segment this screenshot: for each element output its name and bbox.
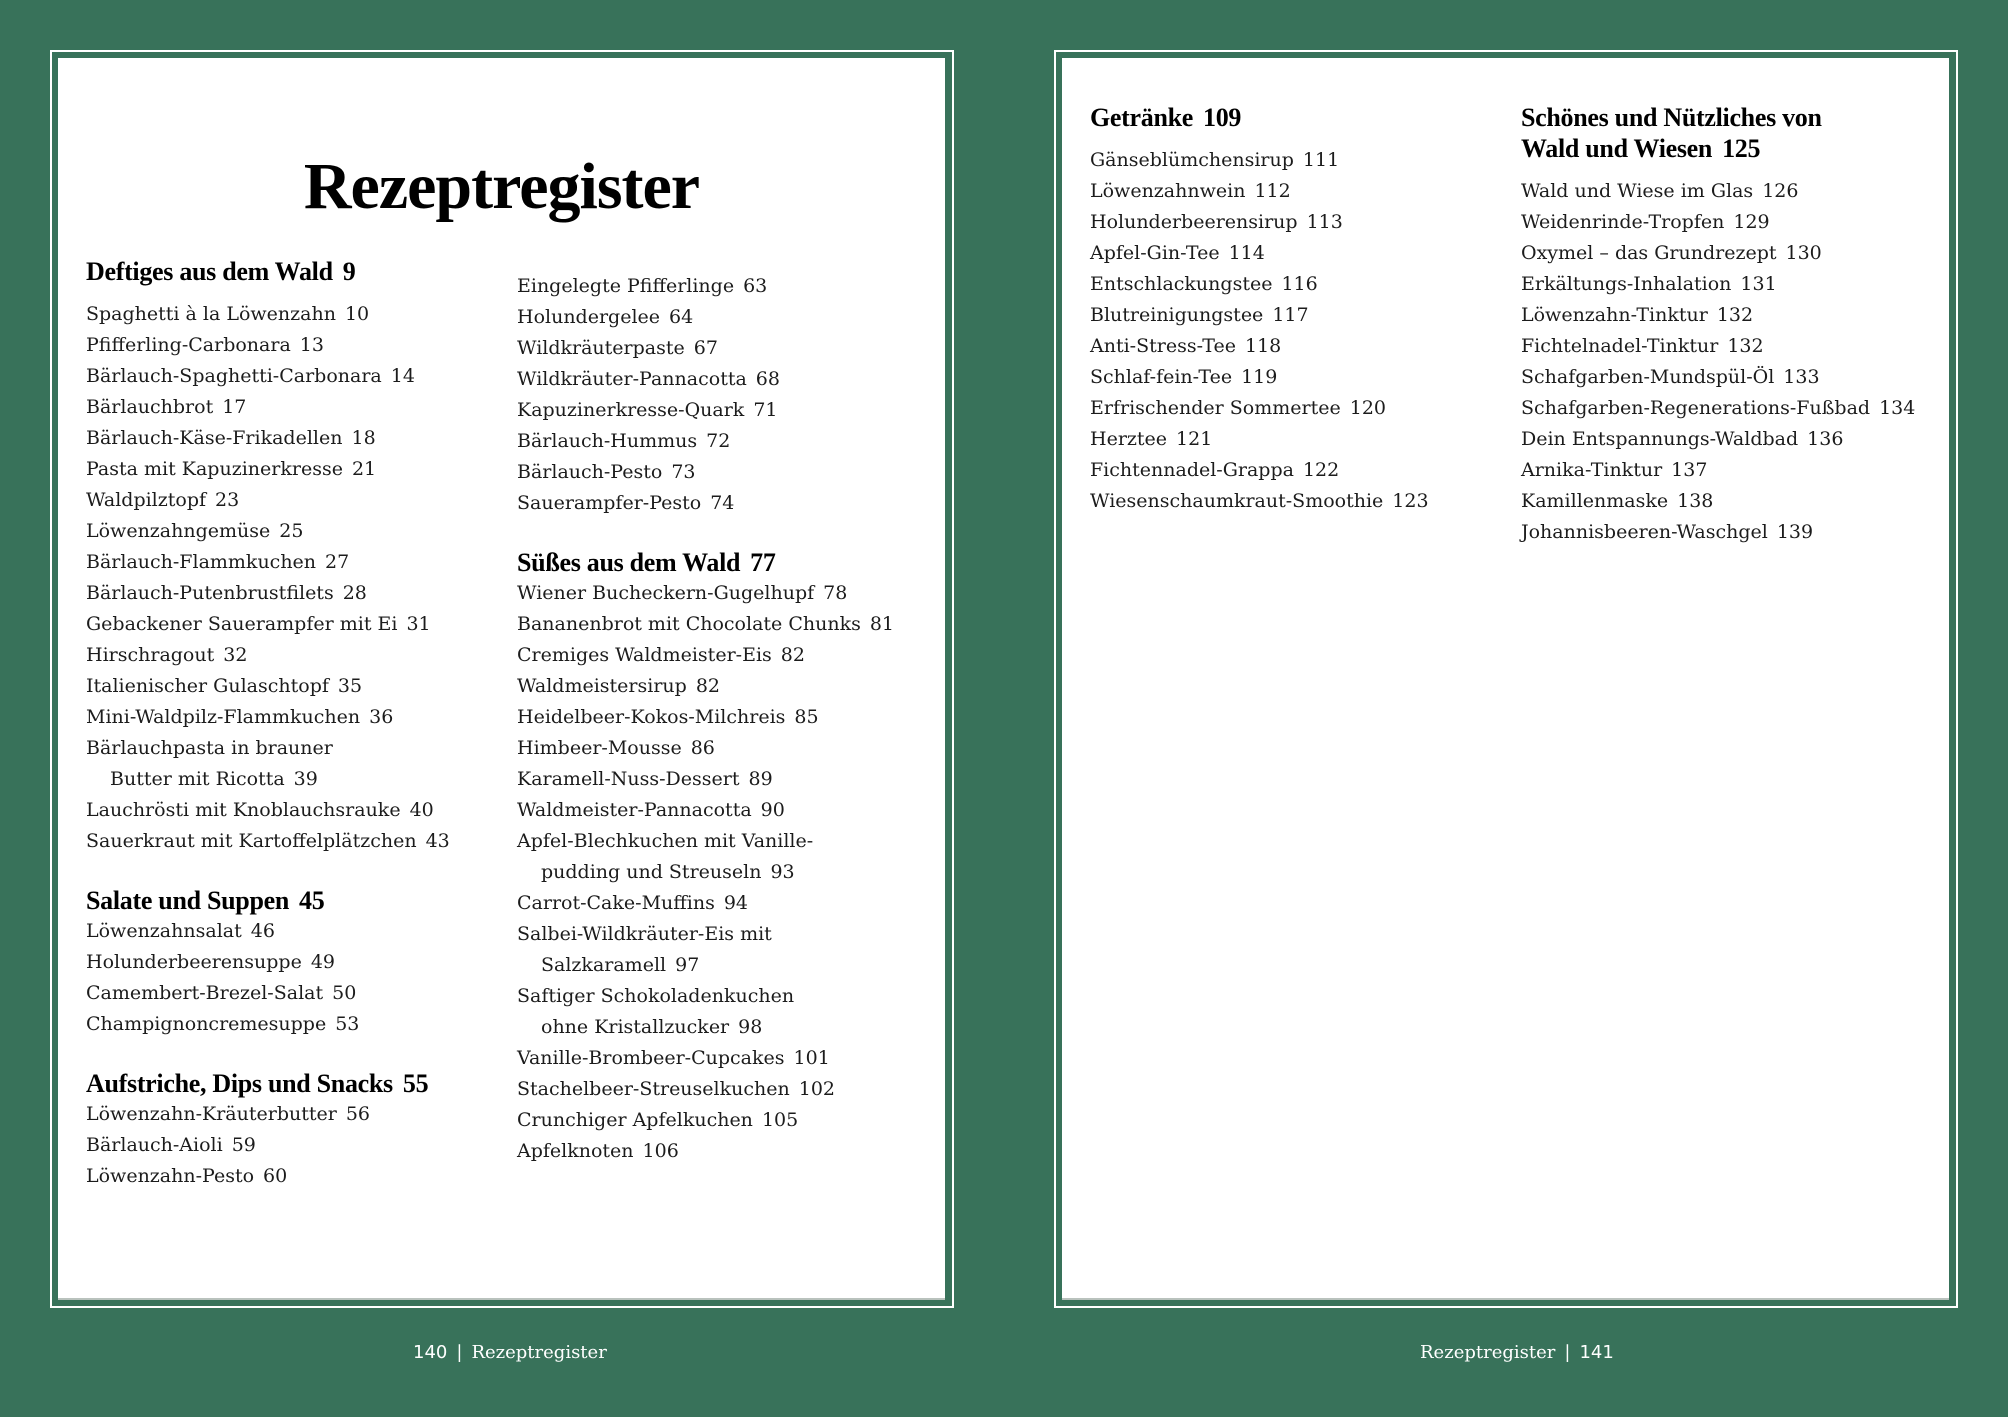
section-title: Süßes aus dem Wald — [517, 548, 741, 577]
entry-continuation — [517, 950, 894, 981]
entry-page: 112 — [1254, 180, 1291, 202]
entry-name: Pasta mit Kapuzinerkresse — [86, 458, 343, 480]
entry-page: 119 — [1241, 366, 1278, 388]
entry-name: Italienischer Gulaschtopf — [86, 675, 329, 697]
entry-page: 18 — [351, 427, 376, 449]
entry-name: Bärlauch-Hummus — [517, 430, 698, 452]
entry-name: Lauchrösti mit Knoblauchsrauke — [86, 799, 401, 821]
entry-name: Fichtennadel-Grappa — [1090, 459, 1294, 481]
section-page: 109 — [1203, 103, 1242, 132]
entry-page: 10 — [344, 303, 370, 325]
entry-page: 56 — [345, 1103, 371, 1125]
index-entry — [86, 516, 450, 547]
entry-name: Camembert-Brezel-Salat — [86, 982, 324, 1004]
index-entry — [517, 1136, 894, 1167]
index-entry — [517, 488, 894, 519]
index-entry — [1521, 486, 1915, 517]
entry-page: 94 — [723, 892, 749, 914]
entry-name: Erkältungs-Inhalation — [1521, 273, 1732, 295]
left-column-1 — [86, 256, 450, 1192]
index-entry — [86, 454, 450, 485]
entry-name: Wiesenschaumkraut-Smoothie — [1090, 490, 1384, 512]
entry-name: Carrot-Cake-Muffins — [517, 892, 715, 914]
entry-page: 105 — [761, 1109, 799, 1131]
entry-name: Blutreinigungstee — [1090, 304, 1264, 326]
index-entry — [517, 702, 894, 733]
footer-separator: | — [1564, 1342, 1571, 1363]
entry-page: 49 — [310, 951, 336, 973]
entry-page: 71 — [753, 399, 778, 421]
entry-name: Löwenzahnsalat — [86, 920, 242, 942]
index-entry — [86, 640, 450, 671]
entry-name: Holunderbeerensirup — [1090, 211, 1298, 233]
index-entry — [1521, 269, 1915, 300]
page-title: Rezeptregister — [303, 150, 700, 223]
footer-label: Rezeptregister — [1420, 1342, 1556, 1363]
index-entry — [517, 640, 894, 671]
index-entry — [517, 671, 894, 702]
index-entry — [86, 1099, 450, 1130]
section-page: 125 — [1722, 134, 1761, 163]
entry-name: Löwenzahn-Kräuterbutter — [86, 1103, 337, 1125]
entry-continuation-text: ohne Kristallzucker — [541, 1016, 730, 1038]
index-entry — [86, 392, 450, 423]
entry-page: 25 — [279, 520, 304, 542]
entry-continuation-text: pudding und Streuseln — [541, 861, 762, 883]
index-entry — [86, 795, 450, 826]
index-entry — [517, 1043, 894, 1074]
index-entry — [1521, 362, 1915, 393]
entry-name: Arnika-Tinktur — [1521, 459, 1663, 481]
section-page: 55 — [402, 1069, 429, 1098]
entry-page: 64 — [669, 306, 694, 328]
entry-page: 131 — [1740, 273, 1777, 295]
entry-name: Mini-Waldpilz-Flammkuchen — [86, 706, 361, 728]
section-heading — [1521, 102, 1915, 164]
entry-page: 129 — [1733, 211, 1770, 233]
index-entry — [86, 916, 450, 947]
entry-name: Wildkräuter-Pannacotta — [517, 368, 747, 390]
right-page — [1062, 58, 1949, 1300]
index-entry — [1090, 145, 1429, 176]
entry-page: 138 — [1677, 490, 1714, 512]
entry-name: Entschlackungstee — [1090, 273, 1273, 295]
entry-name: Heidelbeer-Kokos-Milchreis — [517, 706, 786, 728]
entry-name: Hirschragout — [86, 644, 215, 666]
entry-name: Champignoncremesuppe — [86, 1013, 327, 1035]
index-entry — [86, 485, 450, 516]
entry-page: 78 — [823, 582, 848, 604]
index-entry — [86, 299, 450, 330]
page-number: 140 — [413, 1342, 448, 1363]
entry-page: 86 — [690, 737, 715, 759]
entry-name: Waldmeister-Pannacotta — [517, 799, 752, 821]
entry-page: 90 — [760, 799, 785, 821]
entry-name: Sauerampfer-Pesto — [517, 492, 702, 514]
index-entry — [517, 302, 894, 333]
index-entry — [1090, 269, 1429, 300]
entry-page: 13 — [299, 334, 324, 356]
index-entry — [86, 947, 450, 978]
entry-name: Salbei-Wildkräuter-Eis mit — [517, 923, 772, 945]
entry-page: 28 — [342, 582, 367, 604]
entry-name: Bärlauchbrot — [86, 396, 214, 418]
entry-name: Johannisbeeren-Waschgel — [1521, 521, 1768, 543]
page-number: 141 — [1579, 1342, 1614, 1363]
entry-page: 73 — [671, 461, 696, 483]
section-heading — [1090, 102, 1429, 133]
entry-page: 81 — [869, 613, 895, 635]
entry-name: Waldpilztopf — [86, 489, 207, 511]
index-entry — [1521, 393, 1915, 424]
entry-name: Schafgarben-Mundspül-Öl — [1521, 366, 1775, 388]
entry-page: 36 — [369, 706, 394, 728]
entry-continuation — [86, 764, 450, 795]
entry-name: Stachelbeer-Streuselkuchen — [517, 1078, 790, 1100]
entry-page: 50 — [332, 982, 357, 1004]
entry-name: Holunderbeerensuppe — [86, 951, 302, 973]
entry-name: Schafgarben-Regenerations-Fußbad — [1521, 397, 1871, 419]
right-column-1 — [1090, 102, 1429, 517]
index-entry — [86, 423, 450, 454]
entry-name: Löwenzahngemüse — [86, 520, 271, 542]
entry-name: Herztee — [1090, 428, 1168, 450]
section-title: Getränke — [1090, 103, 1194, 132]
entry-page: 132 — [1727, 335, 1764, 357]
entry-page: 97 — [675, 954, 700, 976]
entry-page: 93 — [770, 861, 795, 883]
entry-page: 114 — [1228, 242, 1265, 264]
entry-page: 117 — [1272, 304, 1309, 326]
entry-page: 139 — [1776, 521, 1814, 543]
entry-page: 89 — [748, 768, 773, 790]
entry-name: Anti-Stress-Tee — [1090, 335, 1236, 357]
entry-page: 39 — [293, 768, 318, 790]
entry-page: 126 — [1762, 180, 1799, 202]
index-entry — [517, 733, 894, 764]
index-entry — [1090, 176, 1429, 207]
entry-name: Sauerkraut mit Kartoffelplätzchen — [86, 830, 417, 852]
entry-name: Erfrischender Sommertee — [1090, 397, 1341, 419]
section-title: Wald und Wiesen — [1521, 134, 1713, 163]
entry-name: Löwenzahn-Tinktur — [1521, 304, 1708, 326]
index-entry — [1090, 207, 1429, 238]
entry-name: Bärlauch-Spaghetti-Carbonara — [86, 365, 382, 387]
entry-page: 132 — [1716, 304, 1754, 326]
index-entry — [86, 733, 450, 795]
index-entry — [1521, 207, 1915, 238]
section-page: 45 — [299, 886, 325, 915]
entry-name: Bärlauch-Käse-Frikadellen — [86, 427, 343, 449]
entry-page: 101 — [793, 1047, 830, 1069]
entry-name: Schlaf-fein-Tee — [1090, 366, 1233, 388]
entry-name: Kapuzinerkresse-Quark — [517, 399, 745, 421]
entry-page: 137 — [1671, 459, 1708, 481]
index-entry — [86, 1009, 450, 1040]
entry-page: 27 — [325, 551, 350, 573]
entry-page: 68 — [755, 368, 780, 390]
entry-page: 17 — [222, 396, 247, 418]
section-title-line1: Schönes und Nützliches von — [1521, 103, 1822, 132]
entry-page: 122 — [1302, 459, 1340, 481]
index-entry — [1521, 424, 1915, 455]
entry-name: Löwenzahnwein — [1090, 180, 1246, 202]
section-title: Deftiges aus dem Wald — [86, 257, 333, 286]
entry-page: 111 — [1302, 149, 1340, 171]
section-page: 77 — [750, 548, 776, 577]
entry-page: 121 — [1176, 428, 1213, 450]
index-entry — [517, 981, 894, 1043]
entry-page: 82 — [780, 644, 805, 666]
index-entry — [1090, 393, 1429, 424]
entry-name: Cremiges Waldmeister-Eis — [517, 644, 772, 666]
section-page: 9 — [342, 257, 356, 286]
entry-name: Oxymel – das Grundrezept — [1521, 242, 1777, 264]
entry-name: Himbeer-Mousse — [517, 737, 682, 759]
entry-name: Fichtelnadel-Tinktur — [1521, 335, 1719, 357]
entry-page: 23 — [215, 489, 240, 511]
entry-name: Wald und Wiese im Glas — [1521, 180, 1754, 202]
section-title: Salate und Suppen — [86, 886, 290, 915]
entry-name: Löwenzahn-Pesto — [86, 1165, 255, 1187]
entry-page: 40 — [409, 799, 434, 821]
index-entry — [86, 361, 450, 392]
entry-page: 46 — [250, 920, 275, 942]
section-heading — [86, 256, 450, 287]
section-title: Aufstriche, Dips und Snacks — [86, 1069, 393, 1098]
entry-name: Bärlauchpasta in brauner — [86, 737, 333, 759]
footer-separator: | — [456, 1342, 463, 1363]
entry-page: 102 — [798, 1078, 835, 1100]
entry-page: 67 — [693, 337, 718, 359]
left-column-2 — [517, 271, 894, 1167]
entry-page: 134 — [1879, 397, 1916, 419]
entry-continuation — [517, 857, 894, 888]
entry-name: Spaghetti à la Löwenzahn — [86, 303, 336, 325]
index-entry — [86, 330, 450, 361]
index-entry — [86, 826, 450, 857]
index-entry — [86, 1130, 450, 1161]
entry-name: Bärlauch-Pesto — [517, 461, 663, 483]
index-entry — [517, 333, 894, 364]
entry-name: Wildkräuterpaste — [517, 337, 685, 359]
entry-page: 106 — [642, 1140, 679, 1162]
entry-page: 136 — [1807, 428, 1844, 450]
entry-page: 21 — [351, 458, 377, 480]
entry-page: 72 — [706, 430, 731, 452]
entry-page: 123 — [1392, 490, 1429, 512]
entry-name: Gänseblümchensirup — [1090, 149, 1294, 171]
entry-name: Holundergelee — [517, 306, 661, 328]
index-entry — [517, 764, 894, 795]
entry-page: 98 — [738, 1016, 763, 1038]
footer-label: Rezeptregister — [471, 1342, 607, 1363]
right-footer — [1420, 1342, 1614, 1363]
index-entry — [517, 888, 894, 919]
index-entry — [517, 395, 894, 426]
index-entry — [86, 671, 450, 702]
index-entry — [517, 1074, 894, 1105]
entry-name: Kamillenmaske — [1521, 490, 1669, 512]
entry-continuation — [517, 1012, 894, 1043]
entry-page: 120 — [1349, 397, 1386, 419]
entry-page: 74 — [710, 492, 735, 514]
left-footer — [413, 1342, 607, 1363]
entry-page: 82 — [695, 675, 720, 697]
entry-page: 130 — [1785, 242, 1822, 264]
entry-name: Karamell-Nuss-Dessert — [517, 768, 740, 790]
entry-page: 116 — [1281, 273, 1318, 295]
entry-name: Apfelknoten — [517, 1140, 634, 1162]
entry-name: Wiener Bucheckern-Gugelhupf — [517, 582, 815, 604]
index-entry — [517, 1105, 894, 1136]
index-entry — [1090, 424, 1429, 455]
entry-page: 63 — [743, 275, 768, 297]
index-entry — [1090, 300, 1429, 331]
index-entry — [517, 795, 894, 826]
entry-page: 53 — [335, 1013, 360, 1035]
entry-name: Dein Entspannungs-Waldbad — [1521, 428, 1799, 450]
entry-page: 31 — [406, 613, 431, 635]
index-entry — [86, 1161, 450, 1192]
index-entry — [517, 826, 894, 888]
index-entry — [517, 578, 894, 609]
entry-page: 35 — [337, 675, 363, 697]
index-entry — [1521, 455, 1915, 486]
index-entry — [517, 364, 894, 395]
entry-name: Bärlauch-Aioli — [86, 1134, 223, 1156]
entry-page: 133 — [1783, 366, 1820, 388]
section-heading — [86, 885, 450, 916]
index-entry — [1521, 331, 1915, 362]
index-entry — [1521, 176, 1915, 207]
entry-page: 43 — [425, 830, 450, 852]
entry-page: 59 — [231, 1134, 256, 1156]
index-entry — [86, 978, 450, 1009]
entry-name: Bananenbrot mit Chocolate Chunks — [517, 613, 861, 635]
entry-name: Bärlauch-Putenbrustfilets — [86, 582, 334, 604]
entry-name: Vanille-Brombeer-Cupcakes — [517, 1047, 785, 1069]
index-entry — [1521, 238, 1915, 269]
right-column-2 — [1521, 102, 1915, 548]
entry-name: Waldmeistersirup — [517, 675, 687, 697]
index-entry — [1521, 517, 1915, 548]
entry-name: Pfifferling-Carbonara — [86, 334, 291, 356]
entry-page: 118 — [1245, 335, 1282, 357]
entry-name: Apfel-Gin-Tee — [1090, 242, 1220, 264]
section-heading — [86, 1068, 450, 1099]
index-entry — [1090, 486, 1429, 517]
entry-name: Gebackener Sauerampfer mit Ei — [86, 613, 398, 635]
index-entry — [1090, 331, 1429, 362]
entry-page: 32 — [223, 644, 248, 666]
entry-page: 60 — [263, 1165, 288, 1187]
entry-name: Weidenrinde-Tropfen — [1521, 211, 1725, 233]
index-entry — [86, 702, 450, 733]
entry-name: Eingelegte Pfifferlinge — [517, 275, 735, 297]
left-page — [58, 58, 945, 1300]
index-entry — [517, 609, 894, 640]
entry-continuation-text: Butter mit Ricotta — [110, 768, 285, 790]
section-heading — [517, 547, 894, 578]
index-entry — [1090, 238, 1429, 269]
index-entry — [517, 457, 894, 488]
index-entry — [1090, 455, 1429, 486]
index-entry — [517, 919, 894, 981]
entry-name: Crunchiger Apfelkuchen — [517, 1109, 753, 1131]
entry-name: Bärlauch-Flammkuchen — [86, 551, 317, 573]
entry-page: 113 — [1306, 211, 1343, 233]
index-entry — [86, 609, 450, 640]
entry-continuation-text: Salzkaramell — [541, 954, 667, 976]
index-entry — [1090, 362, 1429, 393]
entry-page: 14 — [390, 365, 415, 387]
index-entry — [517, 426, 894, 457]
entry-name: Saftiger Schokoladenkuchen — [517, 985, 795, 1007]
index-entry — [86, 578, 450, 609]
index-entry — [86, 547, 450, 578]
index-entry — [1521, 300, 1915, 331]
entry-page: 85 — [794, 706, 819, 728]
entry-name: Apfel-Blechkuchen mit Vanille- — [517, 830, 814, 852]
index-entry — [517, 271, 894, 302]
